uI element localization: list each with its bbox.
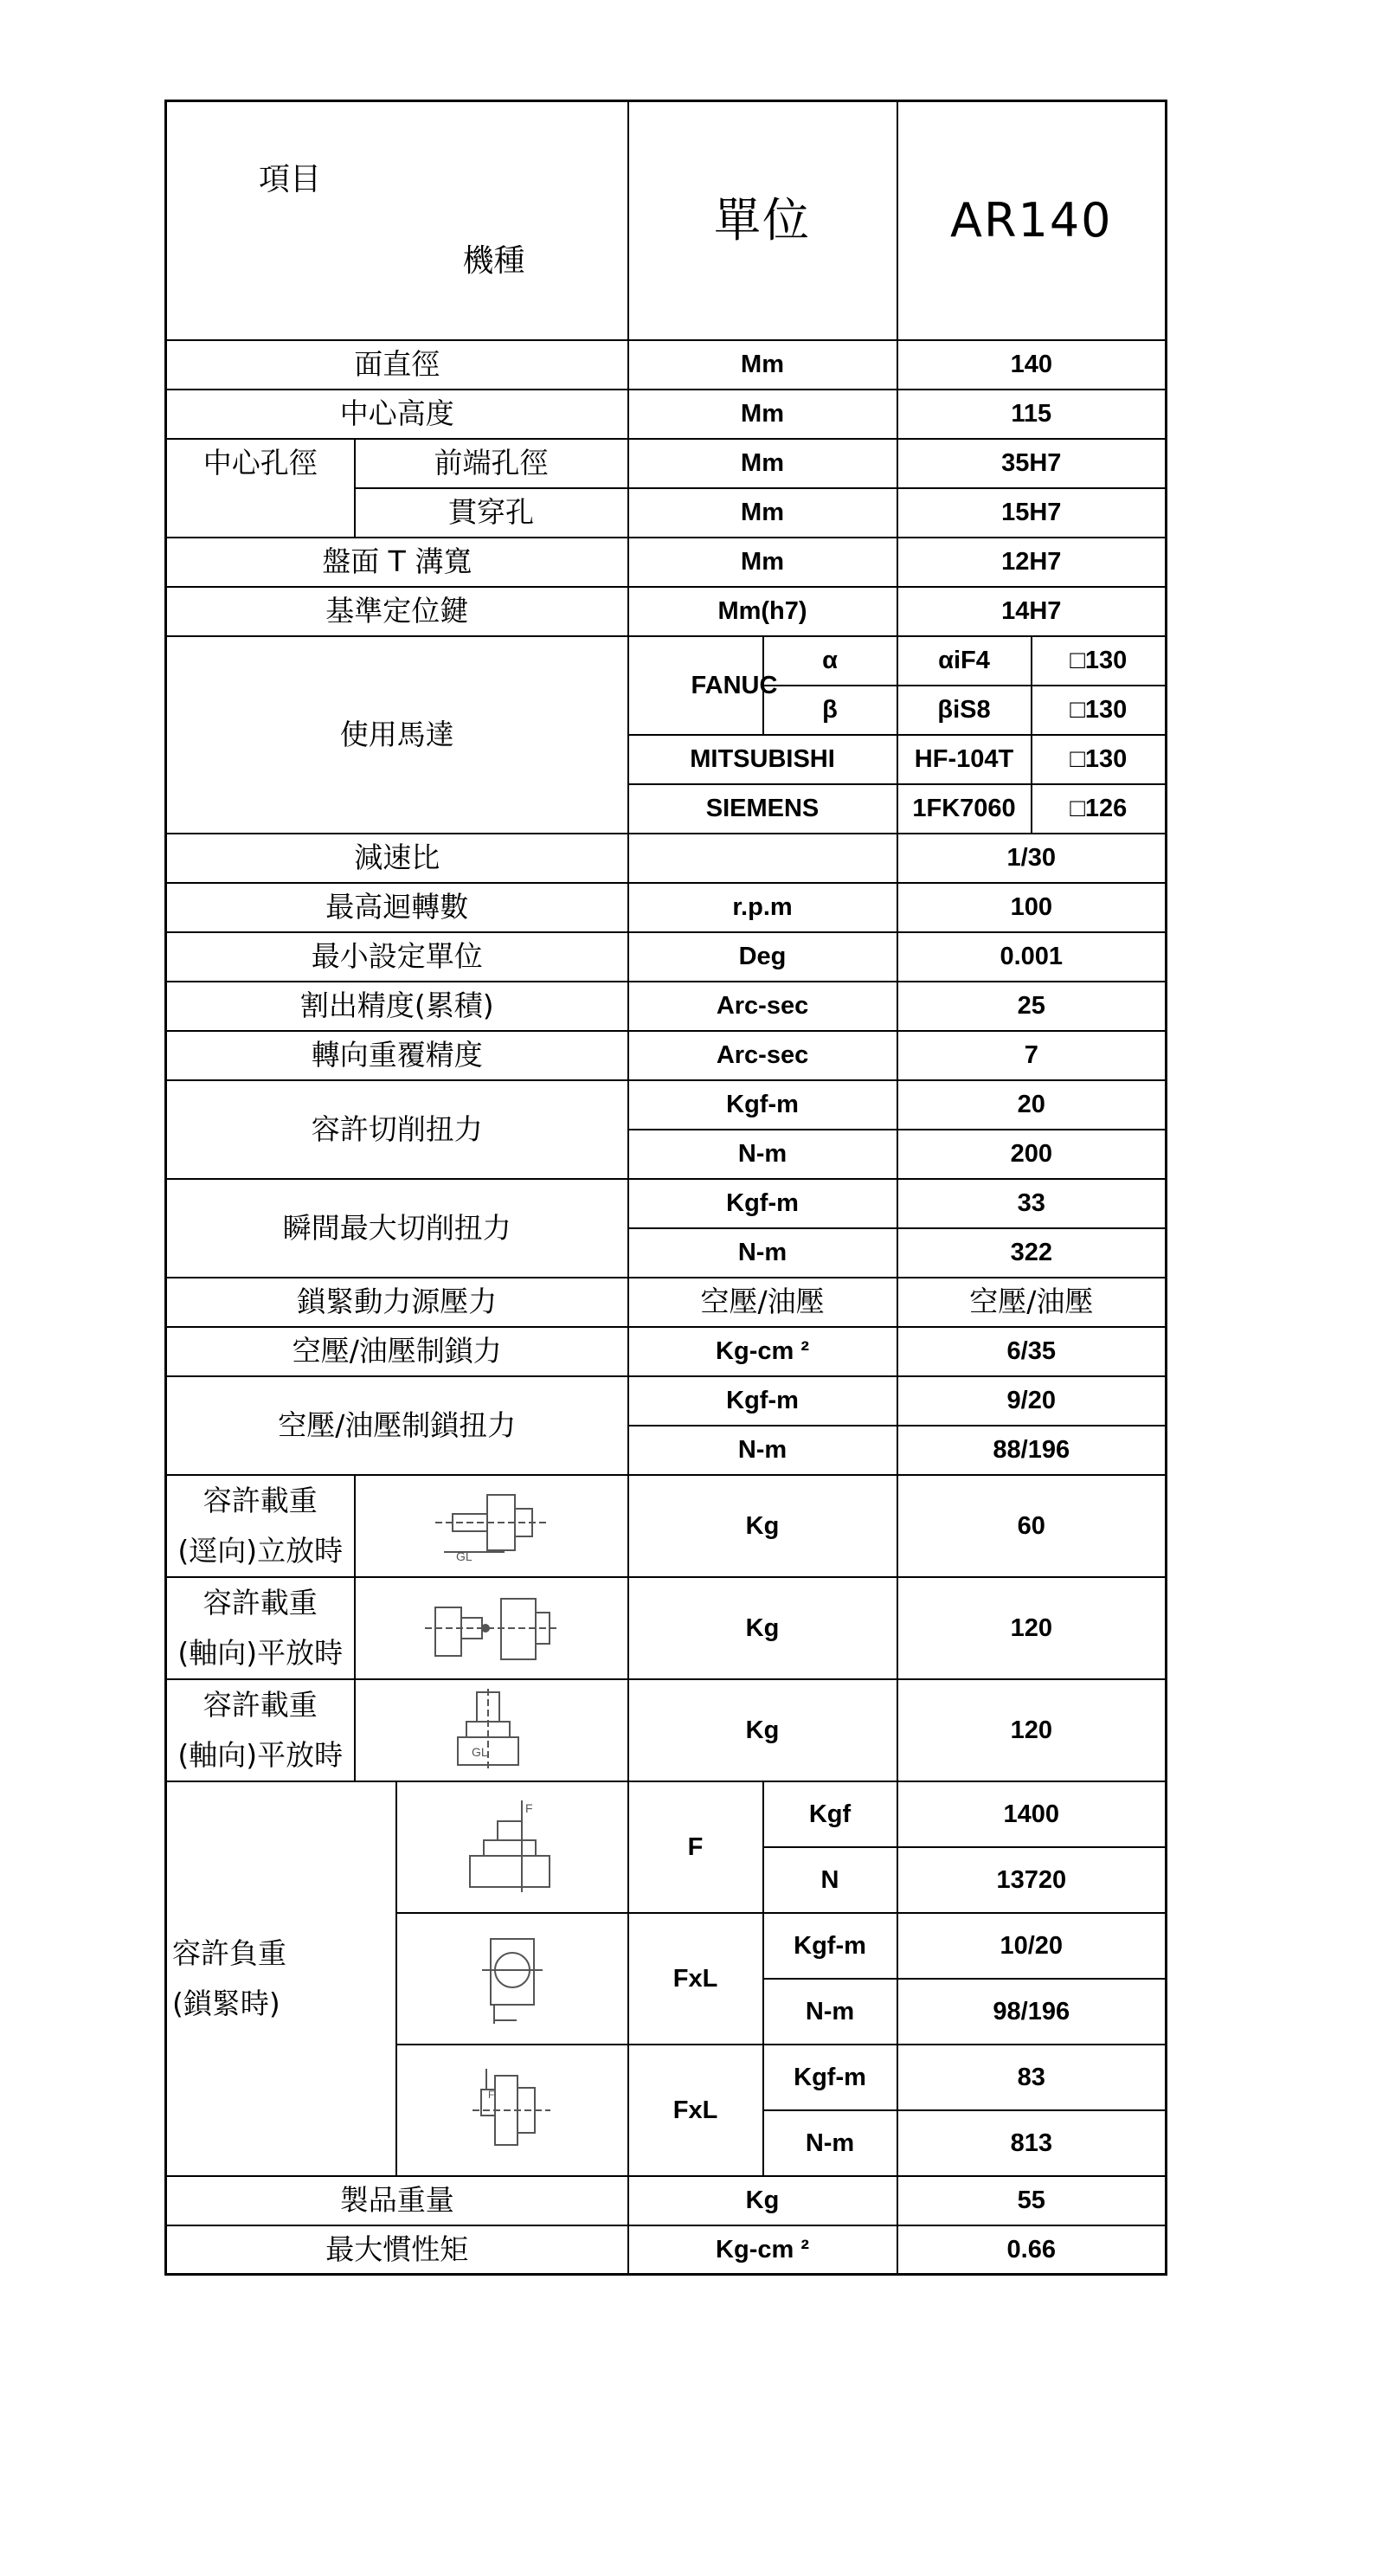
repeat-accuracy-value: 7: [897, 1031, 1167, 1080]
clamp-source-label: 鎖緊動力源壓力: [166, 1278, 628, 1327]
key-unit: Mm(h7): [628, 587, 897, 636]
bore-front-label: 前端孔徑: [355, 439, 628, 488]
moment-1-value-nm: 98/196: [897, 1979, 1167, 2045]
load-horizontal2-line1: 容許載重: [202, 1687, 318, 1722]
load-horizontal-diagram: [355, 1577, 628, 1679]
load-horizontal2-line2: (軸向)平放時: [177, 1737, 344, 1772]
index-accuracy-label: 割出精度(累積): [166, 982, 628, 1031]
tslot-value: 12H7: [897, 538, 1167, 587]
load-horizontal-line2: (軸向)平放時: [177, 1635, 344, 1670]
moment-1-diagram: [396, 1913, 628, 2045]
siemens-label: SIEMENS: [628, 784, 897, 834]
allow-load-line2: (鎖緊時): [172, 1986, 280, 2020]
load-horizontal-unit: Kg: [628, 1577, 897, 1679]
inertia-label: 最大慣性矩: [166, 2225, 628, 2275]
bore-front-unit: Mm: [628, 439, 897, 488]
clamp-torque-value-kgf: 9/20: [897, 1376, 1167, 1426]
center-height-value: 115: [897, 390, 1167, 439]
load-vertical-value: 60: [897, 1475, 1167, 1577]
allow-load-line1: 容許負重: [172, 1935, 286, 1970]
fanuc-label: FANUC: [628, 636, 763, 735]
axial-force-icon: [447, 1795, 577, 1899]
inertia-value: 0.66: [897, 2225, 1167, 2275]
moment-2-value-kgf: 83: [897, 2045, 1167, 2110]
peak-torque-unit-kgf: Kgf-m: [628, 1179, 897, 1228]
load-vertical-diagram: [355, 1475, 628, 1577]
peak-torque-unit-nm: N-m: [628, 1228, 897, 1278]
key-label: 基準定位鍵: [166, 587, 628, 636]
siemens-model: 1FK7060: [897, 784, 1032, 834]
face-dia-unit: Mm: [628, 340, 897, 390]
cut-torque-value-nm: 200: [897, 1130, 1167, 1179]
force-f-value-n: 13720: [897, 1847, 1167, 1913]
moment-1-unit-kgf: Kgf-m: [763, 1913, 897, 1979]
load-vertical-unit: Kg: [628, 1475, 897, 1577]
max-rpm-value: 100: [897, 883, 1167, 932]
center-height-label: 中心高度: [166, 390, 628, 439]
moment-side-icon: [460, 2058, 564, 2162]
index-accuracy-value: 25: [897, 982, 1167, 1031]
weight-label: 製品重量: [166, 2176, 628, 2225]
item-label: 項目: [259, 161, 322, 197]
alpha-model: αiF4: [897, 636, 1032, 686]
siemens-flange: □126: [1032, 784, 1167, 834]
moment-1-symbol: FxL: [628, 1913, 763, 2045]
moment-1-value-kgf: 10/20: [897, 1913, 1167, 1979]
header-diagonal-cell: [166, 101, 628, 340]
force-f-diagram: [396, 1781, 628, 1913]
force-f-value-kgf: 1400: [897, 1781, 1167, 1847]
svg-text:F: F: [487, 2088, 494, 2101]
clamp-force-unit: Kg-cm ²: [628, 1327, 897, 1376]
load-horizontal2-label: [166, 1679, 355, 1781]
ratio-unit: [628, 834, 897, 883]
bore-through-unit: Mm: [628, 488, 897, 538]
moment-2-unit-kgf: Kgf-m: [763, 2045, 897, 2110]
motor-label: 使用馬達: [166, 636, 628, 834]
moment-1-unit-nm: N-m: [763, 1979, 897, 2045]
cut-torque-label: 容許切削扭力: [166, 1080, 628, 1179]
max-rpm-label: 最高迴轉數: [166, 883, 628, 932]
alpha-symbol: α: [763, 636, 897, 686]
bore-through-value: 15H7: [897, 488, 1167, 538]
beta-flange: □130: [1032, 686, 1167, 735]
clamp-source-value: 空壓/油壓: [897, 1278, 1167, 1327]
load-vertical-line1: 容許載重: [202, 1483, 318, 1517]
clamp-force-value: 6/35: [897, 1327, 1167, 1376]
machine-label: 機種: [462, 242, 525, 279]
load-horizontal-line1: 容許載重: [202, 1585, 318, 1620]
cut-torque-value-kgf: 20: [897, 1080, 1167, 1130]
tslot-unit: Mm: [628, 538, 897, 587]
bore-label: 中心孔徑: [166, 439, 355, 538]
clamp-force-label: 空壓/油壓制鎖力: [166, 1327, 628, 1376]
moment-2-value-nm: 813: [897, 2110, 1167, 2176]
beta-model: βiS8: [897, 686, 1032, 735]
load-horizontal-value: 120: [897, 1577, 1167, 1679]
load-horizontal-label: [166, 1577, 355, 1679]
force-f-unit-n: N: [763, 1847, 897, 1913]
min-unit-value: 0.001: [897, 932, 1167, 982]
alpha-flange: □130: [1032, 636, 1167, 686]
flat-mount-icon: [444, 1687, 539, 1774]
repeat-accuracy-unit: Arc-sec: [628, 1031, 897, 1080]
index-accuracy-unit: Arc-sec: [628, 982, 897, 1031]
force-f-symbol: F: [628, 1781, 763, 1913]
bore-front-value: 35H7: [897, 439, 1167, 488]
mitsubishi-model: HF-104T: [897, 735, 1032, 784]
peak-torque-label: 瞬間最大切削扭力: [166, 1179, 628, 1278]
weight-unit: Kg: [628, 2176, 897, 2225]
ratio-label: 減速比: [166, 834, 628, 883]
svg-text:F: F: [524, 1800, 533, 1815]
clamp-torque-value-nm: 88/196: [897, 1426, 1167, 1475]
peak-torque-value-kgf: 33: [897, 1179, 1167, 1228]
peak-torque-value-nm: 322: [897, 1228, 1167, 1278]
moment-face-icon: [465, 1927, 560, 2031]
center-height-unit: Mm: [628, 390, 897, 439]
weight-value: 55: [897, 2176, 1167, 2225]
model-header: AR140: [897, 101, 1167, 340]
load-vertical-label: [166, 1475, 355, 1577]
beta-symbol: β: [763, 686, 897, 735]
mitsubishi-label: MITSUBISHI: [628, 735, 897, 784]
moment-2-unit-nm: N-m: [763, 2110, 897, 2176]
svg-text:GL: GL: [471, 1744, 488, 1759]
clamp-torque-unit-kgf: Kgf-m: [628, 1376, 897, 1426]
clamp-source-unit: 空壓/油壓: [628, 1278, 897, 1327]
inertia-unit: Kg-cm ²: [628, 2225, 897, 2275]
tslot-label: 盤面 T 溝寬: [166, 538, 628, 587]
max-rpm-unit: r.p.m: [628, 883, 897, 932]
cut-torque-unit-kgf: Kgf-m: [628, 1080, 897, 1130]
face-dia-value: 140: [897, 340, 1167, 390]
load-vertical-line2: (逕向)立放時: [177, 1533, 344, 1568]
clamp-torque-unit-nm: N-m: [628, 1426, 897, 1475]
allow-load-label: [166, 1781, 396, 2176]
min-unit-label: 最小設定單位: [166, 932, 628, 982]
min-unit-unit: Deg: [628, 932, 897, 982]
vertical-mount-icon: [427, 1484, 556, 1568]
spec-table: [164, 100, 1167, 2276]
load-horizontal2-diagram: [355, 1679, 628, 1781]
svg-text:GL: GL: [455, 1549, 472, 1563]
force-f-unit-kgf: Kgf: [763, 1781, 897, 1847]
ratio-value: 1/30: [897, 834, 1167, 883]
unit-header: 單位: [628, 101, 897, 340]
horizontal-mount-icon: [418, 1587, 565, 1670]
bore-through-label: 貫穿孔: [355, 488, 628, 538]
key-value: 14H7: [897, 587, 1167, 636]
clamp-torque-label: 空壓/油壓制鎖扭力: [166, 1376, 628, 1475]
mitsubishi-flange: □130: [1032, 735, 1167, 784]
moment-2-symbol: FxL: [628, 2045, 763, 2176]
load-horizontal2-value: 120: [897, 1679, 1167, 1781]
load-horizontal2-unit: Kg: [628, 1679, 897, 1781]
repeat-accuracy-label: 轉向重覆精度: [166, 1031, 628, 1080]
cut-torque-unit-nm: N-m: [628, 1130, 897, 1179]
face-dia-label: 面直徑: [166, 340, 628, 390]
moment-2-diagram: [396, 2045, 628, 2176]
